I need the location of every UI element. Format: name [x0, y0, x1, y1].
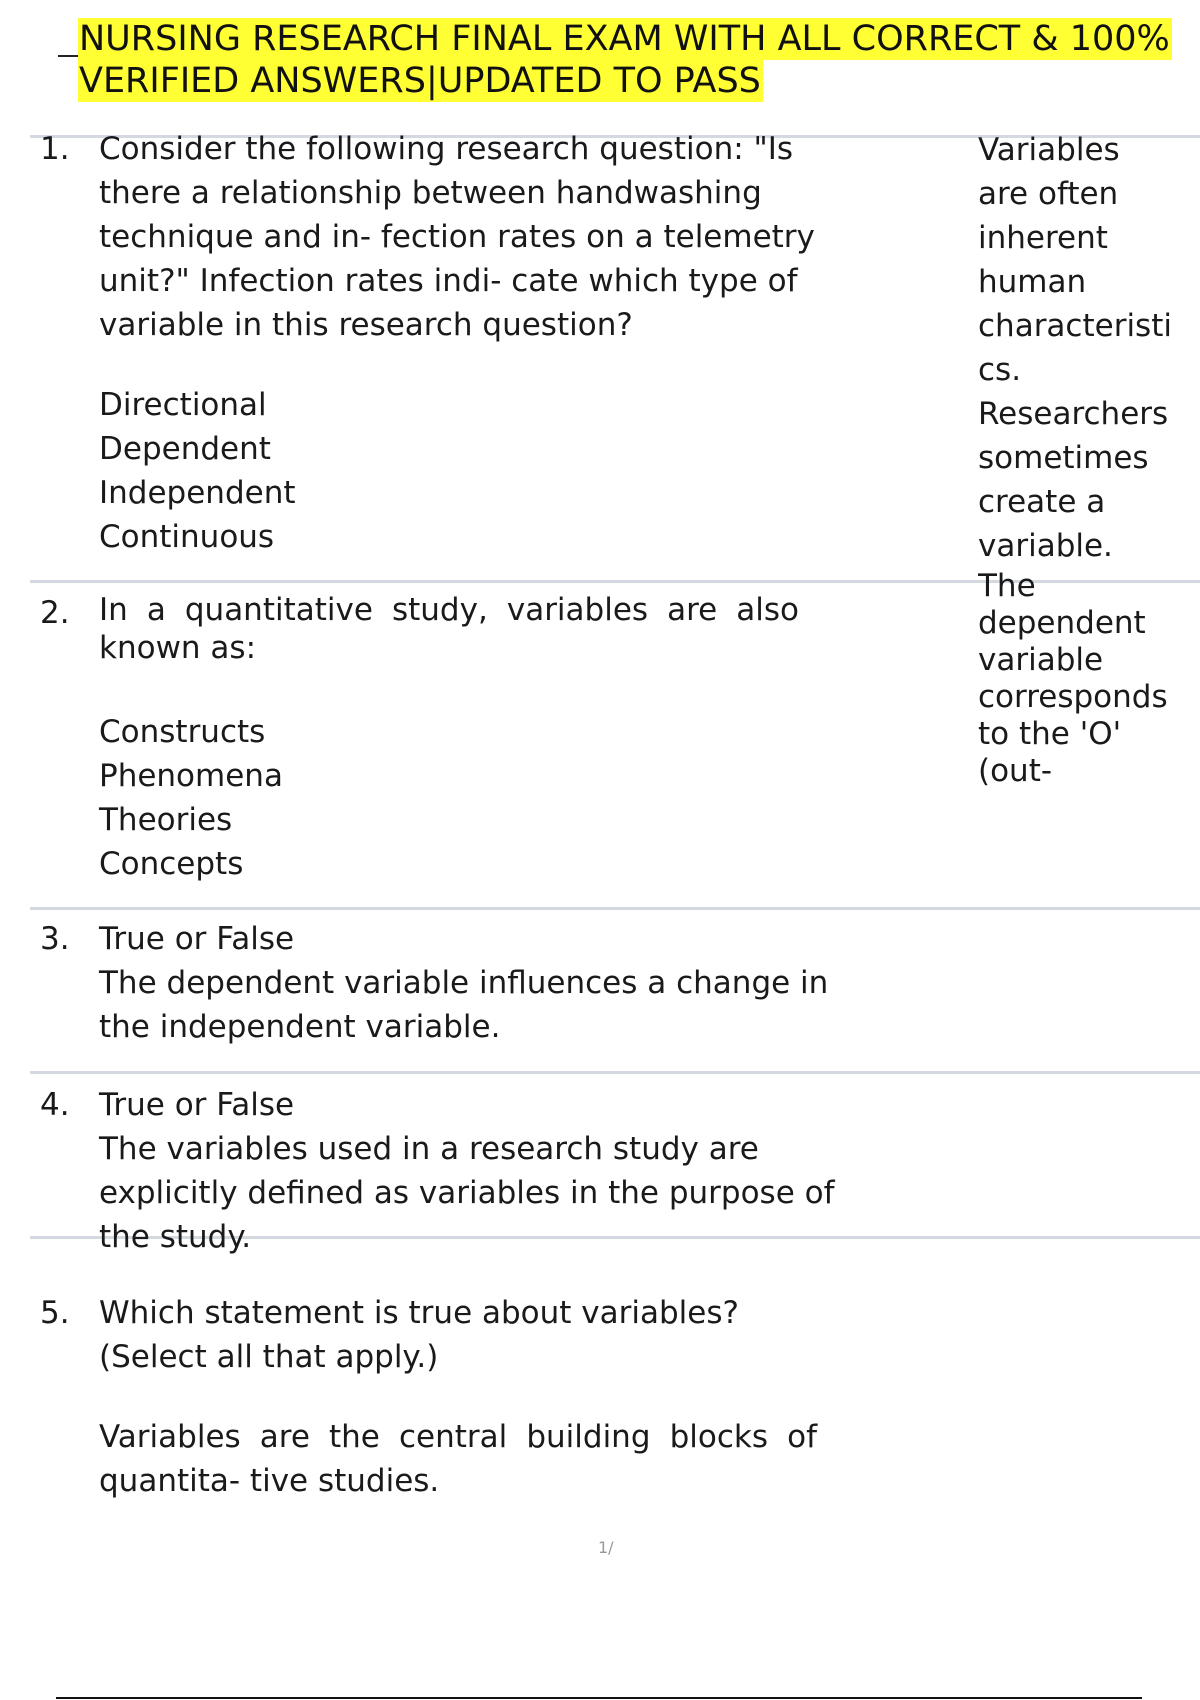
answer-option[interactable]: Independent — [99, 475, 296, 511]
question-1-options — [99, 383, 296, 559]
rationale-line: human — [978, 264, 1087, 300]
rationale-line: variable. — [978, 528, 1113, 564]
answer-option[interactable]: quantita- tive studies. — [99, 1463, 440, 1499]
answer-option[interactable]: Theories — [99, 802, 233, 838]
question-5-text — [99, 1291, 919, 1379]
question-4-text — [99, 1083, 919, 1259]
title-underline-mark — [58, 55, 78, 57]
answer-option[interactable]: Concepts — [99, 846, 244, 882]
question-line: unit?" Infection rates indi- cate which type of — [99, 263, 798, 299]
answer-option[interactable]: Continuous — [99, 519, 275, 555]
page-number: 1/ — [598, 1538, 614, 1557]
question-5-options — [99, 1415, 817, 1503]
row-divider — [30, 1071, 1200, 1074]
row-divider — [30, 907, 1200, 910]
question-2-text — [99, 591, 799, 667]
rationale-line: characteristi — [978, 308, 1172, 344]
rationale-line: (out- — [978, 753, 1053, 789]
document-title — [78, 18, 1200, 102]
question-number: 5. — [40, 1295, 70, 1331]
rationale-line: The — [978, 568, 1036, 604]
answer-rationale-column — [978, 128, 1200, 790]
answer-option[interactable]: Dependent — [99, 431, 271, 467]
rationale-line: create a — [978, 484, 1106, 520]
rationale-line: variable — [978, 642, 1104, 678]
question-line: Which statement is true about variables? — [99, 1295, 739, 1331]
question-line: the independent variable. — [99, 1009, 501, 1045]
question-number: 4. — [40, 1087, 70, 1123]
answer-option[interactable]: Phenomena — [99, 758, 283, 794]
question-line: technique and in- fection rates on a telemetry — [99, 219, 815, 255]
question-line: the study. — [99, 1219, 252, 1255]
rationale-line: corresponds — [978, 679, 1168, 715]
answer-option[interactable]: Constructs — [99, 714, 266, 750]
rationale-line: inherent — [978, 220, 1108, 256]
question-number: 2. — [40, 595, 70, 631]
rationale-line: sometimes — [978, 440, 1149, 476]
question-line: True or False — [99, 921, 295, 957]
question-line: The dependent variable influences a change in — [99, 965, 829, 1001]
title-line-1: NURSING RESEARCH FINAL EXAM WITH ALL CORRECT & 100% — [79, 19, 1170, 59]
question-number: 1. — [40, 131, 70, 167]
question-line: variable in this research question? — [99, 307, 633, 343]
question-line: there a relationship between handwashing — [99, 175, 762, 211]
question-line: True or False — [99, 1087, 295, 1123]
question-line: The variables used in a research study are — [99, 1131, 759, 1167]
rationale-line: are often — [978, 176, 1119, 212]
rationale-line: Researchers — [978, 396, 1169, 432]
question-number: 3. — [40, 921, 70, 957]
question-line: (Select all that apply.) — [99, 1339, 439, 1375]
answer-option[interactable]: Variables are the central building blocks of — [99, 1419, 817, 1455]
rationale-line: cs. — [978, 352, 1022, 388]
title-line-2: VERIFIED ANSWERS|UPDATED TO PASS — [79, 61, 761, 101]
footer-rule — [56, 1697, 1142, 1699]
rationale-line: to the 'O' — [978, 716, 1122, 752]
question-line: In a quantitative study, variables are also — [99, 592, 799, 628]
answer-option[interactable]: Directional — [99, 387, 267, 423]
question-line: known as: — [99, 630, 257, 666]
question-1-text — [99, 127, 919, 347]
question-3-text — [99, 917, 919, 1049]
question-line: Consider the following research question: "Is — [99, 131, 794, 167]
rationale-line: Variables — [978, 132, 1120, 168]
rationale-line: dependent — [978, 605, 1146, 641]
question-line: explicitly defined as variables in the purpose of — [99, 1175, 835, 1211]
question-2-options — [99, 710, 283, 886]
